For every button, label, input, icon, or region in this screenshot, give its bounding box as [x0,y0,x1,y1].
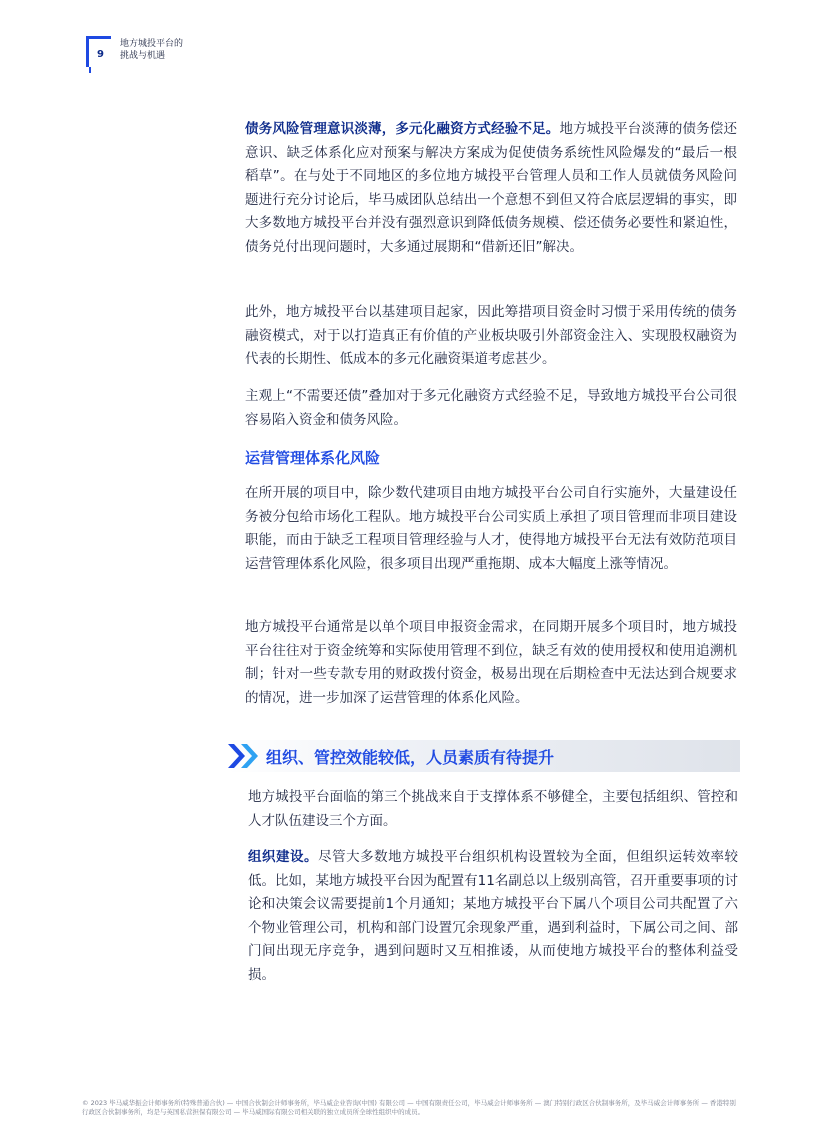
running-title-line1: 地方城投平台的 [120,39,184,49]
paragraph-organization-building [248,846,738,987]
running-title-line2: 挑战与机遇 [120,51,166,61]
running-title [120,38,280,62]
paragraph-financing-model: 此外，地方城投平台以基建项目起家，因此筹措项目资金时习惯于采用传统的债务融资模式，对于以打造真正有价值的产业板块吸引外部资金注入、实现股权融资为代表的长期性、低成本的多元化融资渠道考虑甚少。 [245,304,737,367]
section-title: 组织、管控效能较低，人员素质有待提升 [266,748,555,767]
section-banner [228,740,740,772]
page-header [86,36,286,72]
double-chevron-right-icon [228,742,260,770]
paragraph-fund-management: 地方城投平台通常是以单个项目申报资金需求，在同期开展多个项目时，地方城投平台往往对于资金统筹和实际使用管理不到位，缺乏有效的使用授权和使用追溯机制；针对一些专款专用的财政拨付资金，极易出现在后期检查中无法达到合规要求的情况，进一步加深了运营管理的体系化风险。 [245,619,737,706]
paragraph-subjective-cause: 主观上“不需要还债”叠加对于多元化融资方式经验不足，导致地方城投平台公司很容易陷入资金和债务风险。 [245,388,737,428]
page-number: 9 [97,49,104,60]
paragraph-body: 地方城投平台淡薄的债务偿还意识、缺乏体系化应对预案与解决方案成为促使债务系统性风险爆发的“最后一根稻草”。在与处于不同地区的多位地方城投平台管理人员和工作人员就债务风险问题进行充分讨论后，毕马威团队总结出一个意想不到但又符合底层逻辑的事实，即大多数地方城投平台并没有强烈意识到降低债务规模、偿还债务必要性和紧迫性，债务兑付出现问题时，大多通过展期和“借新还旧”解决。 [245,121,738,255]
paragraph-body: 尽管大多数地方城投平台组织机构设置较为全面，但组织运转效率较低。比如，某地方城投平台因为配置有11名副总以上级别高管，召开重要事项的讨论和决策会议需要提前1个月通知；某地方城投平台下属八个项目公司共配置了六个物业管理公司，机构和部门设置冗余现象严重，遇到利益时，下属公司之间、部门间出现无序竞争，遇到问题时又互相推诿，从而使地方城投平台的整体利益受损。 [248,849,739,983]
paragraph-third-challenge: 地方城投平台面临的第三个挑战来自于支撑体系不够健全，主要包括组织、管控和人才队伍建设三个方面。 [248,789,738,829]
paragraph-lead: 债务风险管理意识淡薄，多元化融资方式经验不足。 [245,121,560,137]
paragraph-debt-risk [245,118,737,259]
subheading-operations-risk: 运营管理体系化风险 [245,449,381,467]
paragraph-project-execution: 在所开展的项目中，除少数代建项目由地方城投平台公司自行实施外，大量建设任务被分包给市场化工程队。地方城投平台公司实质上承担了项目管理而非项目建设职能，而由于缺乏工程项目管理经验与人才，使得地方城投平台无法有效防范项目运营管理体系化风险，很多项目出现严重拖期、成本大幅度上涨等情况。 [245,485,737,572]
copyright-footer: © 2023 毕马威华振会计师事务所(特殊普通合伙) — 中国合伙制会计师事务所，毕马威企业咨询(中国) 有限公司 — 中国有限责任公司，毕马威会计师事务所 — 澳门特别行政区合伙制事务所，及毕马威会计师事务所 — 香港特别行政区合伙制事务所，均是与英国私营担保有限公司 — 毕马威国际有限公司相关联的独立成员所全球性组织中的成员。 [82,1099,736,1116]
paragraph-lead: 组织建设。 [248,849,319,865]
